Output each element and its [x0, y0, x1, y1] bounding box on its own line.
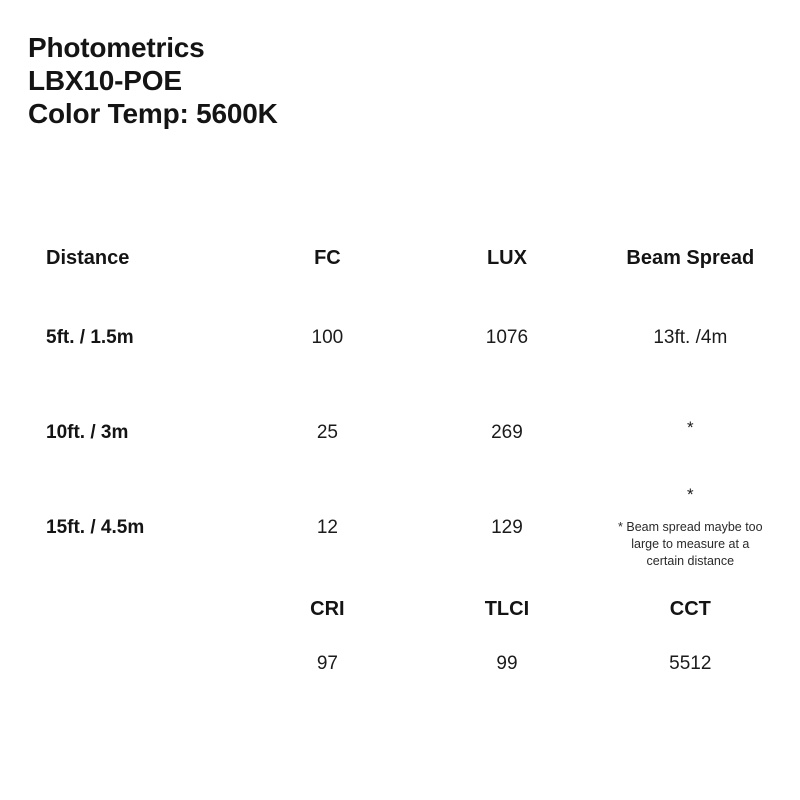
cell-beam-spread: 13ft. /4m: [653, 326, 728, 348]
color-temp-label: Color Temp: 5600K: [28, 97, 278, 129]
title-block: [28, 32, 782, 130]
cell-cct: 5512: [669, 653, 712, 675]
table-row: [18, 385, 782, 480]
spec-value-spacer: [18, 633, 240, 695]
cell-beam-spread: [599, 480, 782, 575]
column-header-fc: FC: [314, 246, 341, 269]
cell-distance: 15ft. / 4.5m: [46, 516, 145, 538]
column-header-tlci: TLCI: [484, 597, 530, 620]
cell-tlci: 99: [496, 653, 518, 675]
cell-fc: 25: [316, 421, 338, 443]
table-row: [18, 290, 782, 385]
column-header-beam-spread: Beam Spread: [626, 246, 755, 269]
column-header-cct: CCT: [669, 597, 711, 620]
spec-table: [18, 585, 782, 695]
page-title: Photometrics: [28, 32, 205, 63]
cell-cri: 97: [316, 653, 338, 675]
table-row: [18, 480, 782, 575]
photometrics-table: [18, 226, 782, 575]
cell-beam-spread: [599, 385, 782, 480]
cell-distance: 5ft. / 1.5m: [46, 326, 134, 348]
table-header-row: [18, 226, 782, 290]
model-name: LBX10-POE: [28, 64, 182, 96]
asterisk-marker: *: [687, 418, 694, 438]
column-header-cri: CRI: [310, 597, 345, 620]
spec-value-row: [18, 633, 782, 695]
column-header-lux: LUX: [486, 246, 527, 269]
cell-fc: 100: [311, 326, 344, 348]
spec-header-spacer: [18, 585, 240, 633]
cell-fc: 12: [316, 516, 338, 538]
cell-lux: 269: [491, 421, 523, 443]
beam-spread-footnote: * Beam spread maybe too large to measure at a certain distance: [618, 520, 763, 568]
cell-lux: 1076: [485, 326, 529, 348]
column-header-distance: Distance: [46, 246, 130, 269]
cell-distance: 10ft. / 3m: [46, 421, 129, 443]
asterisk-marker: *: [687, 484, 694, 504]
spec-header-row: [18, 585, 782, 633]
cell-lux: 129: [491, 516, 523, 538]
